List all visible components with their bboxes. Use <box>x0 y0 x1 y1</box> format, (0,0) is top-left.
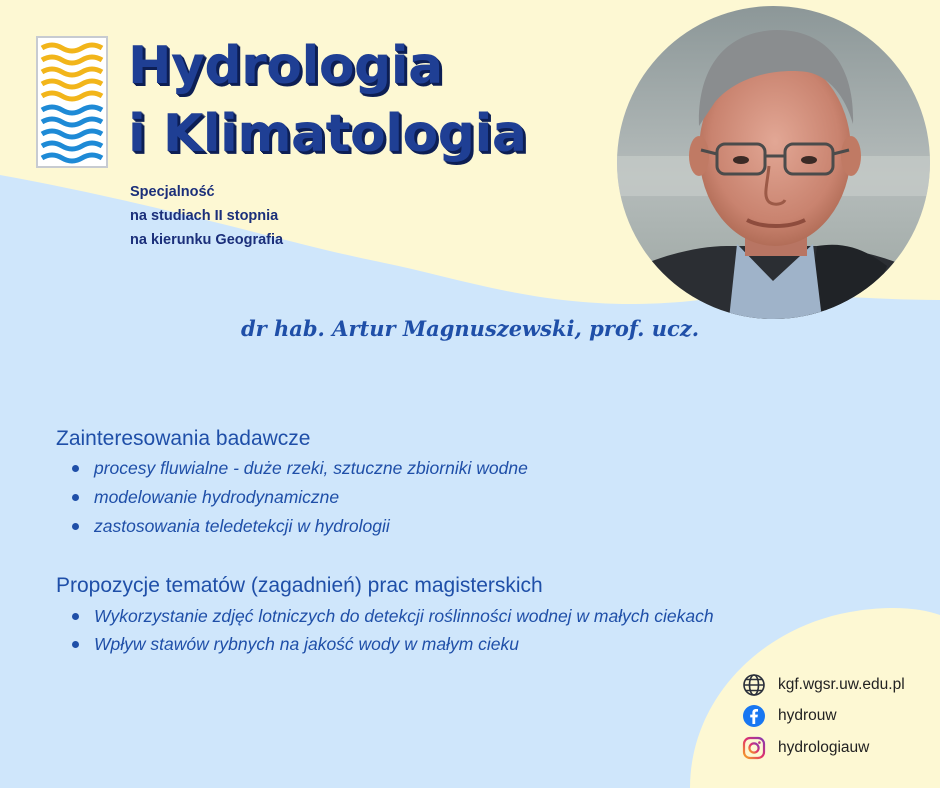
bullet-icon <box>72 523 79 530</box>
title-line-2: i Klimatologia <box>128 104 527 164</box>
list-item-text: Wpływ stawów rybnych na jakość wody w małym cieku <box>94 634 519 654</box>
facebook-icon <box>742 704 766 728</box>
person-name: dr hab. Artur Magnuszewski, prof. ucz. <box>240 316 700 341</box>
list-item-text: modelowanie hydrodynamiczne <box>94 487 340 507</box>
bullet-icon <box>72 641 79 648</box>
contact-facebook[interactable] <box>742 704 837 728</box>
bullet-icon <box>72 494 79 501</box>
topics-list <box>72 602 754 659</box>
portrait-photo <box>617 6 930 319</box>
list-item-text: Wykorzystanie zdjęć lotniczych do detekcji roślinności wodnej w małych ciekach <box>94 606 714 626</box>
subtitle-line: Specjalność <box>130 184 215 200</box>
subtitle-line: na kierunku Geografia <box>130 232 284 248</box>
subtitle-line: na studiach II stopnia <box>130 208 279 224</box>
list-item <box>72 512 754 541</box>
list-item <box>72 454 754 483</box>
instagram-icon <box>742 736 766 760</box>
list-item-text: zastosowania teledetekcji w hydrologii <box>94 516 390 536</box>
waves-logo-icon <box>38 38 106 166</box>
list-item <box>72 630 754 659</box>
contact-instagram[interactable] <box>742 736 869 760</box>
contact-text[interactable]: kgf.wgsr.uw.edu.pl <box>778 676 905 693</box>
list-item <box>72 483 754 512</box>
title-line-1: Hydrologia <box>128 36 443 96</box>
contact-website[interactable] <box>742 673 905 697</box>
list-item <box>72 602 754 630</box>
bullet-icon <box>72 613 79 620</box>
topics-title: Propozycje tematów (zagadnień) prac magisterskich <box>56 574 543 597</box>
research-title: Zainteresowania badawcze <box>56 427 311 450</box>
subtitle <box>130 180 283 252</box>
logo <box>36 36 108 168</box>
contact-text[interactable]: hydrouw <box>778 707 837 724</box>
portrait-icon <box>617 6 930 319</box>
contact-text[interactable]: hydrologiauw <box>778 739 870 756</box>
bullet-icon <box>72 465 79 472</box>
globe-icon <box>742 673 766 697</box>
list-item-text: procesy fluwialne - duże rzeki, sztuczne zbiorniki wodne <box>94 458 528 478</box>
research-list <box>72 454 754 541</box>
